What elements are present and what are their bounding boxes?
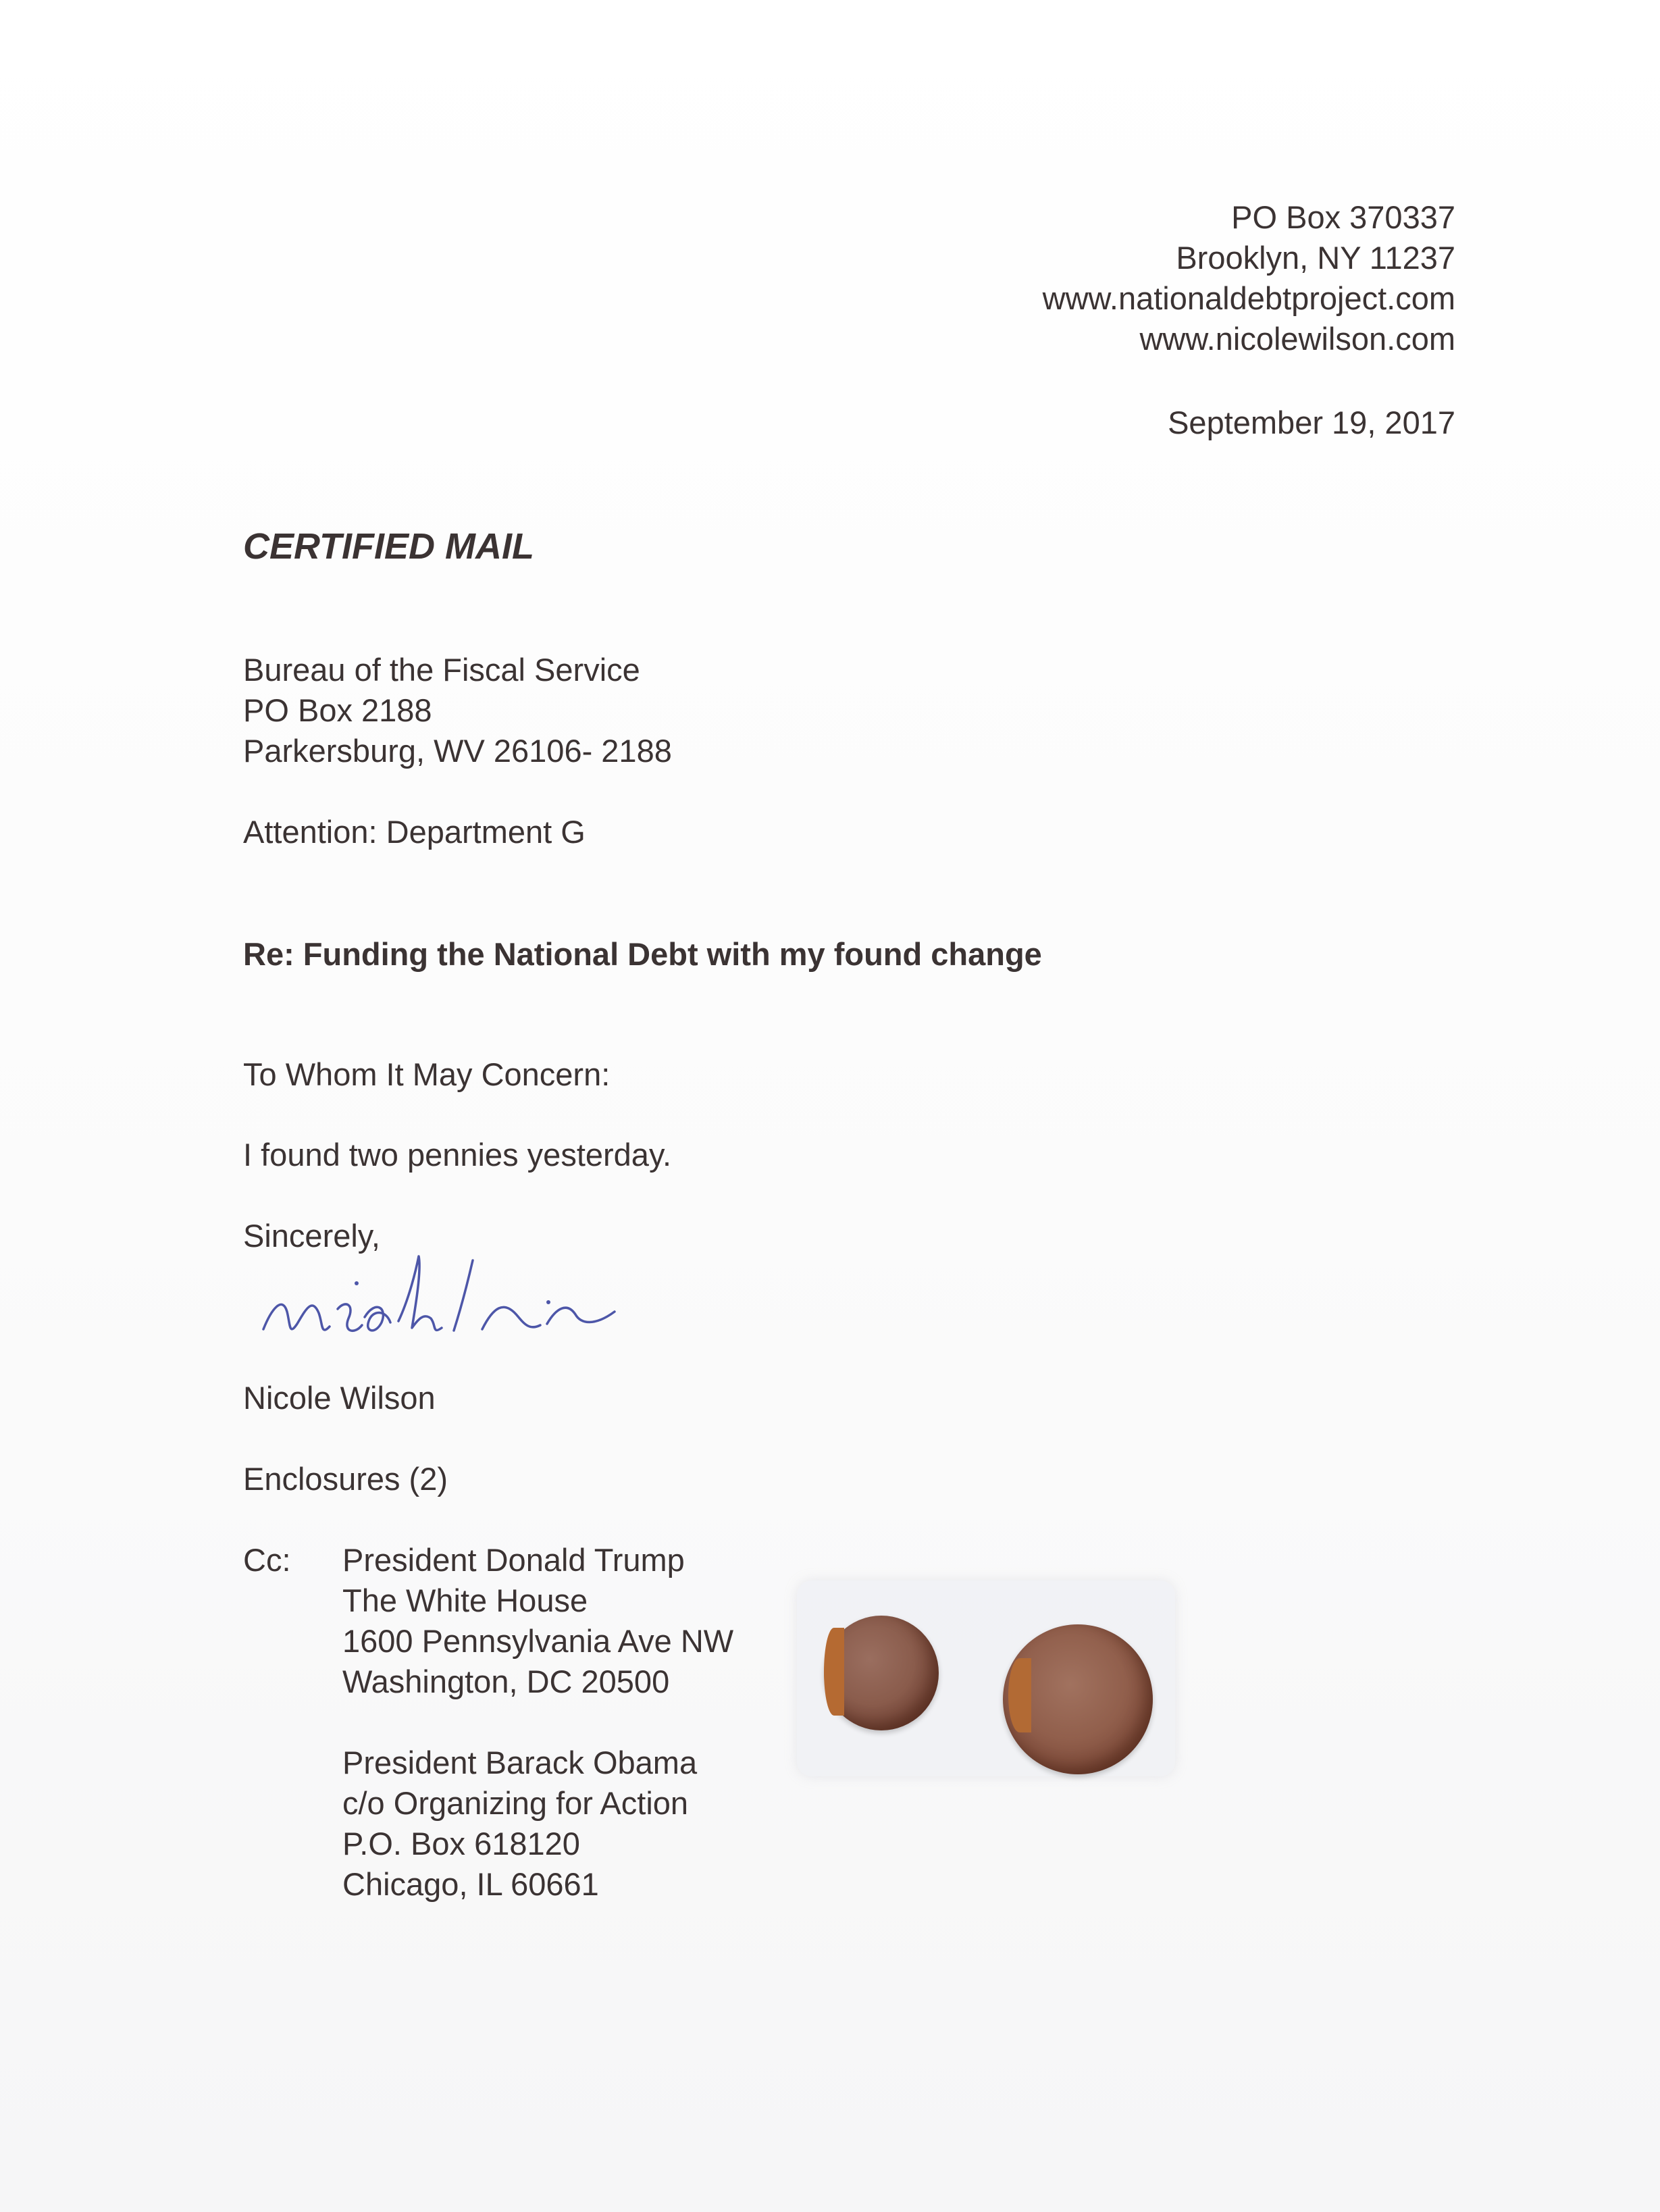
signer-name: Nicole Wilson bbox=[243, 1380, 436, 1416]
salutation: To Whom It May Concern: bbox=[243, 1056, 611, 1092]
cc-recipient-name: President Barack Obama bbox=[342, 1745, 698, 1780]
cc-recipient-line-3: 1600 Pennsylvania Ave NW bbox=[342, 1623, 734, 1659]
penny-image bbox=[1003, 1624, 1153, 1774]
cc-label: Cc: bbox=[243, 1542, 291, 1578]
enclosures-line: Enclosures (2) bbox=[243, 1461, 448, 1497]
recipient-name: Bureau of the Fiscal Service bbox=[243, 652, 640, 688]
sender-po-box: PO Box 370337 bbox=[1231, 199, 1455, 235]
cc-recipient-line-2: The White House bbox=[342, 1583, 588, 1618]
sender-website-1: www.nationaldebtproject.com bbox=[1042, 280, 1455, 316]
sender-city-line: Brooklyn, NY 11237 bbox=[1176, 240, 1455, 276]
cc-recipient bbox=[342, 1540, 733, 1702]
recipient-city-line: Parkersburg, WV 26106- 2188 bbox=[243, 733, 672, 769]
cc-recipient-name: President Donald Trump bbox=[342, 1542, 685, 1578]
letter-date: September 19, 2017 bbox=[1168, 405, 1455, 440]
cc-recipient-line-2: c/o Organizing for Action bbox=[342, 1785, 689, 1821]
attention-line: Attention: Department G bbox=[243, 814, 586, 850]
letter-body: I found two pennies yesterday. bbox=[243, 1137, 672, 1173]
cc-recipient bbox=[342, 1743, 697, 1905]
recipient-po-box: PO Box 2188 bbox=[243, 692, 432, 728]
handwritten-signature bbox=[257, 1243, 621, 1358]
recipient-address bbox=[243, 650, 672, 771]
closing: Sincerely, bbox=[243, 1218, 380, 1254]
cc-recipient-line-4: Chicago, IL 60661 bbox=[342, 1866, 599, 1902]
mail-type-heading: CERTIFIED MAIL bbox=[243, 526, 534, 567]
cc-recipient-line-3: P.O. Box 618120 bbox=[342, 1826, 580, 1861]
sender-address bbox=[1043, 197, 1455, 359]
sender-website-2: www.nicolewilson.com bbox=[1139, 321, 1455, 357]
penny-image bbox=[824, 1616, 939, 1730]
cc-recipient-line-4: Washington, DC 20500 bbox=[342, 1664, 670, 1699]
subject-line: Re: Funding the National Debt with my found change bbox=[243, 936, 1042, 972]
